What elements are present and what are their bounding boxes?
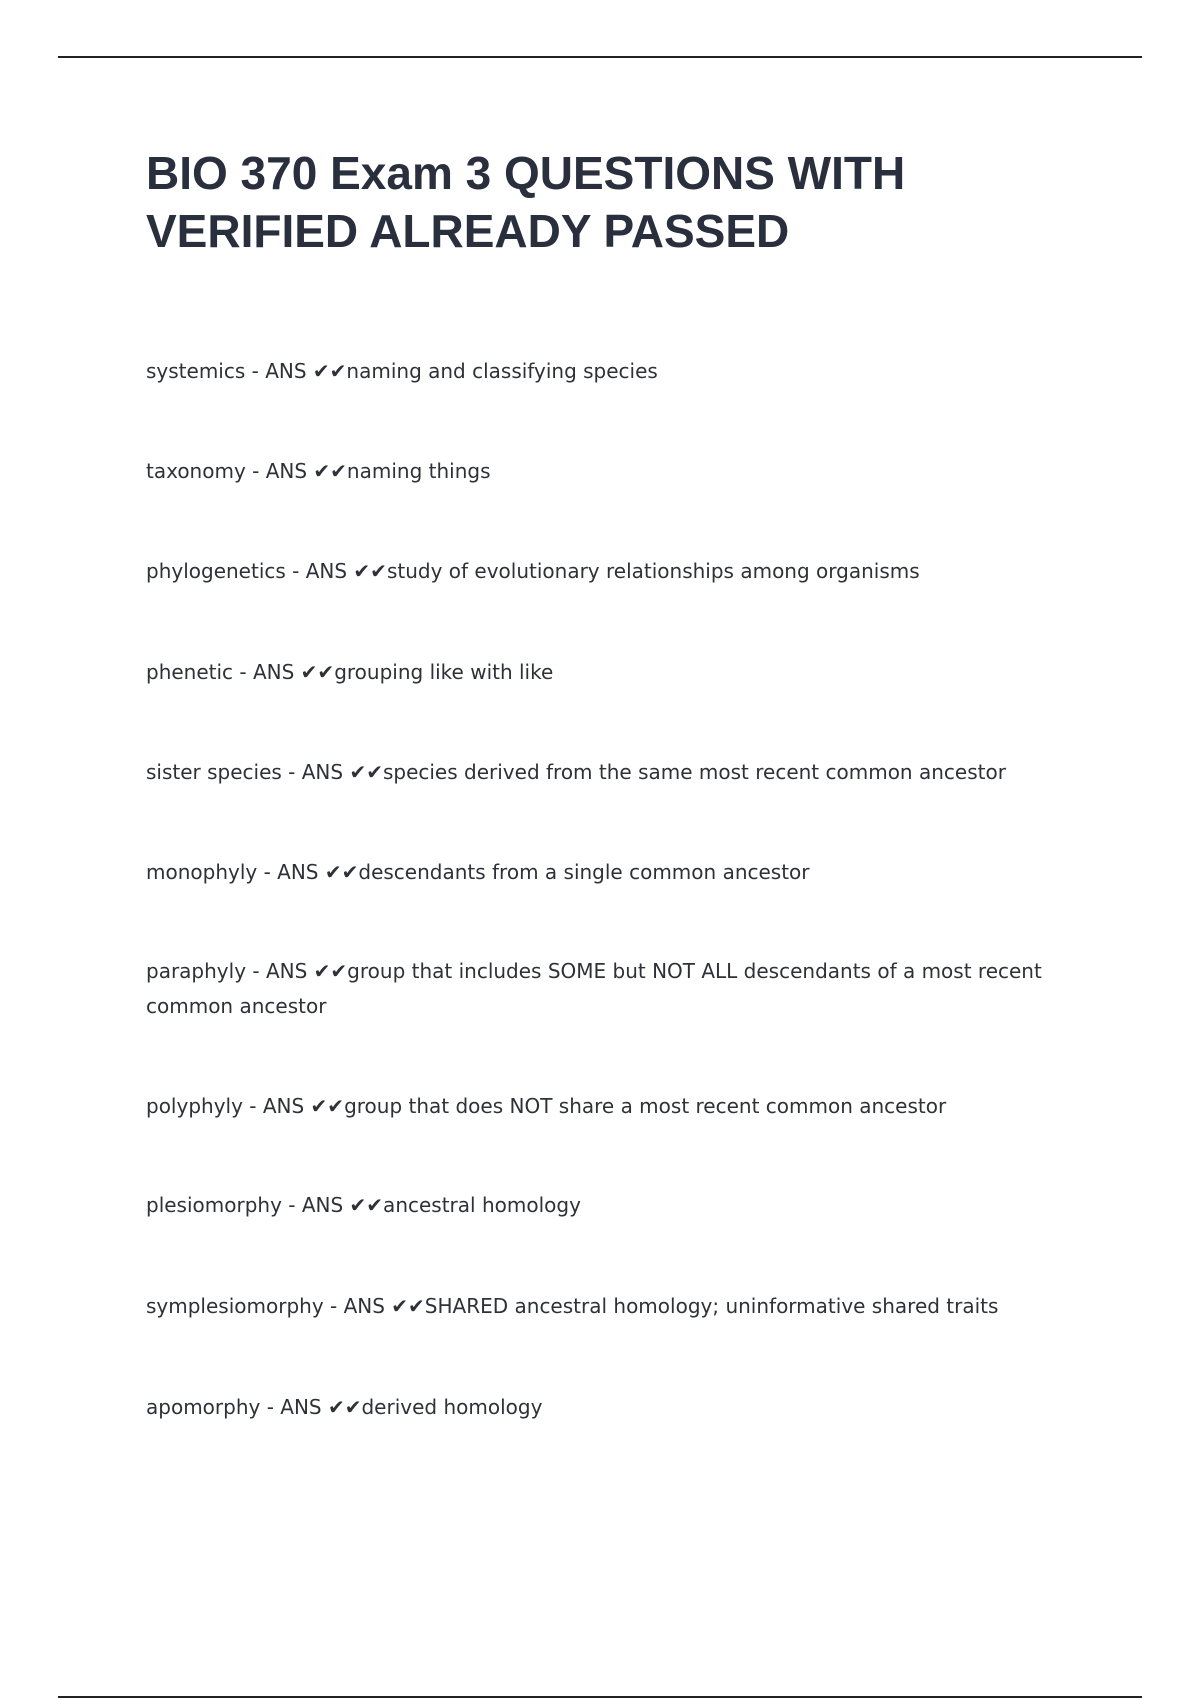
entry-systemics: systemics - ANS ✔✔naming and classifying species bbox=[146, 359, 658, 383]
entry-paraphyly: paraphyly - ANS ✔✔group that includes SOME but NOT ALL descendants of a most recent common ancestor bbox=[146, 959, 1042, 1018]
entry-apomorphy: apomorphy - ANS ✔✔derived homology bbox=[146, 1395, 543, 1419]
entry-phylogenetics: phylogenetics - ANS ✔✔study of evolutionary relationships among organisms bbox=[146, 559, 920, 583]
entry-symplesiomorphy: symplesiomorphy - ANS ✔✔SHARED ancestral homology; uninformative shared traits bbox=[146, 1294, 999, 1318]
entry-sister-species: sister species - ANS ✔✔species derived from the same most recent common ancestor bbox=[146, 760, 1006, 784]
header-rule bbox=[58, 56, 1142, 58]
entry-monophyly: monophyly - ANS ✔✔descendants from a single common ancestor bbox=[146, 860, 810, 884]
document-title: BIO 370 Exam 3 QUESTIONS WITH VERIFIED ALREADY PASSED bbox=[146, 147, 906, 257]
entry-phenetic: phenetic - ANS ✔✔grouping like with like bbox=[146, 660, 554, 684]
footer-rule bbox=[58, 1696, 1142, 1698]
entry-plesiomorphy: plesiomorphy - ANS ✔✔ancestral homology bbox=[146, 1193, 581, 1217]
entry-polyphyly: polyphyly - ANS ✔✔group that does NOT share a most recent common ancestor bbox=[146, 1094, 947, 1118]
entry-taxonomy: taxonomy - ANS ✔✔naming things bbox=[146, 459, 491, 483]
